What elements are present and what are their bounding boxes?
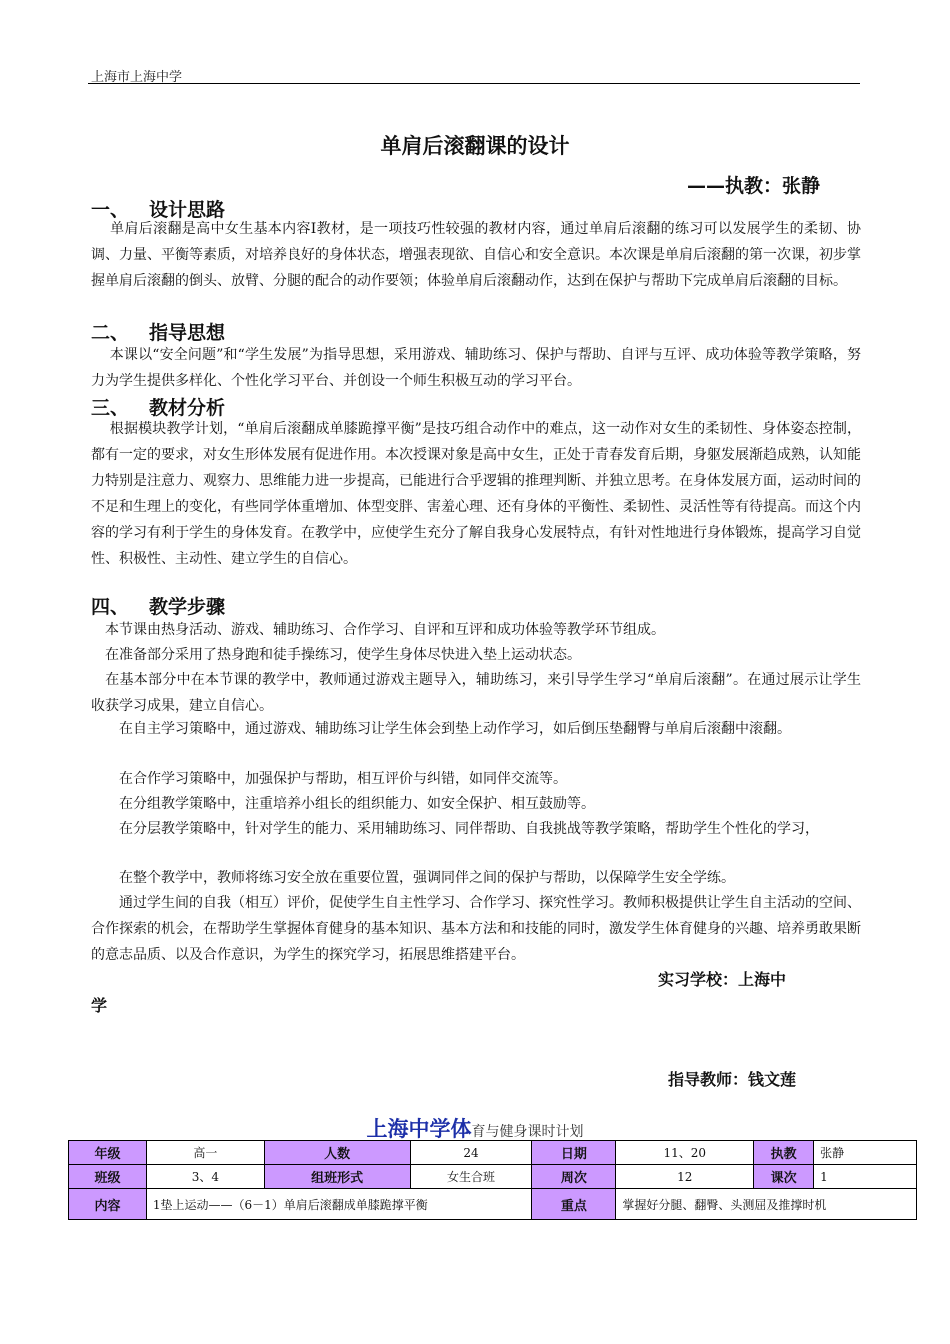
- section-4-paragraph-9: 通过学生间的自我（相互）评价，促使学生自主性学习、合作学习、探究性学习。教师积极提供让学生自主活动的空间、合作探索的机会，在帮助学生掌握体育健身的基本知识、基本方法和和技能的同时，激发学生体育健身的兴趣、培养勇敢果断的意志品质、以及合作意识，为学生的探究学习，拓展思维搭建平台。: [91, 895, 861, 963]
- byline: ——执教：张静: [686, 175, 820, 197]
- advisor: 指导教师：钱文莲: [668, 1070, 797, 1089]
- section-title: 教材分析: [149, 397, 226, 419]
- section-number: 一、: [91, 199, 130, 221]
- header-school: 上海市上海中学: [91, 70, 183, 85]
- date-label: 日期: [532, 1141, 616, 1165]
- plan-title-rest: 育与健身课时计划: [471, 1124, 584, 1140]
- table-row: [69, 1189, 917, 1220]
- section-title: 指导思想: [149, 322, 226, 344]
- lesson-label: 课次: [754, 1165, 814, 1189]
- internship-school: 实习学校：上海中: [658, 970, 787, 989]
- section-2-paragraph: 本课以“安全问题”和“学生发展”为指导思想，采用游戏、辅助练习、保护与帮助、自评与互评、成功体验等教学策略，努力为学生提供多样化、个性化学习平台、并创设一个师生积极互动的学习平台。: [91, 347, 861, 389]
- table-row: [69, 1165, 917, 1189]
- section-number: 三、: [91, 397, 130, 419]
- content-label: 内容: [69, 1189, 147, 1220]
- teacher-label: 执教: [754, 1141, 814, 1165]
- grade-value: 高一: [146, 1141, 264, 1165]
- document-title: 单肩后滚翻课的设计: [380, 134, 570, 158]
- section-1-paragraph: 单肩后滚翻是高中女生基本内容Ⅰ教材，是一项技巧性较强的教材内容，通过单肩后滚翻的练习可以发展学生的柔韧、协调、力量、平衡等素质，对培养良好的身体状态，增强表现欲、自信心和安全意识。本次课是单肩后滚翻的第一次课，初步掌握单肩后滚翻的倒头、放臂、分腿的配合的动作要领；体验单肩后滚翻动作，达到在保护与帮助下完成单肩后滚翻的目标。: [91, 221, 861, 289]
- section-4-paragraph-3: 在基本部分中在本节课的教学中，教师通过游戏主题导入，辅助练习，来引导学生学习“单肩后滚翻”。在通过展示让学生收获学习成果，建立自信心。: [91, 672, 861, 714]
- form-label: 组班形式: [264, 1165, 410, 1189]
- content-value: 1垫上运动——（6－1）单肩后滚翻成单膝跪撑平衡: [146, 1189, 532, 1220]
- week-label: 周次: [532, 1165, 616, 1189]
- section-4-paragraph-4: 在自主学习策略中，通过游戏、辅助练习让学生体会到垫上动作学习，如后倒压垫翻臀与单肩后滚翻中滚翻。: [91, 721, 791, 737]
- section-4-paragraph-5: 在合作学习策略中，加强保护与帮助，相互评价与纠错，如同伴交流等。: [91, 771, 567, 787]
- section-title: 设计思路: [149, 199, 226, 221]
- class-value: 3、4: [146, 1165, 264, 1189]
- section-title: 教学步骤: [149, 596, 226, 618]
- date-value: 11、20: [616, 1141, 754, 1165]
- section-number: 二、: [91, 322, 130, 344]
- section-4-paragraph-7: 在分层教学策略中，针对学生的能力、采用辅助练习、同伴帮助、自我挑战等教学策略，帮助学生个性化的学习，: [91, 821, 819, 837]
- plan-title-school: 上海中学体: [366, 1117, 472, 1141]
- count-value: 24: [410, 1141, 532, 1165]
- section-3-paragraph: 根据模块教学计划，“单肩后滚翻成单膝跪撑平衡”是技巧组合动作中的难点，这一动作对女生的柔韧性、身体姿态控制，都有一定的要求，对女生形体发展有促进作用。本次授课对象是高中女生，正处于青春发育后期，身躯发展渐趋成熟，认知能力特别是注意力、观察力、思维能力进一步提高，已能进行合乎逻辑的推理判断、并独立思考。在身体发展方面，运动时间的不足和生理上的变化，有些同学体重增加、体型变胖、害羞心理、还有身体的平衡性、柔韧性、灵活性等有待提高。而这个内容的学习有利于学生的身体发育。在教学中，应使学生充分了解自我身心发展特点，有针对性地进行身体锻炼，提高学习自觉性、积极性、主动性、建立学生的自信心。: [91, 421, 861, 567]
- focus-label: 重点: [532, 1189, 616, 1220]
- section-heading-2: [91, 318, 225, 345]
- table-row: [69, 1141, 917, 1165]
- section-4-paragraph-8: 在整个教学中，教师将练习安全放在重要位置，强调同伴之间的保护与帮助，以保障学生安全学练。: [91, 870, 735, 886]
- section-heading-4: [91, 592, 225, 619]
- section-4-paragraph-6: 在分组教学策略中，注重培养小组长的组织能力、如安全保护、相互鼓励等。: [91, 796, 595, 812]
- class-label: 班级: [69, 1165, 147, 1189]
- form-value: 女生合班: [410, 1165, 532, 1189]
- teacher-value: 张静: [814, 1141, 917, 1165]
- section-4-paragraph-2: 在准备部分采用了热身跑和徒手操练习，使学生身体尽快进入垫上运动状态。: [91, 647, 581, 663]
- grade-label: 年级: [69, 1141, 147, 1165]
- lesson-plan-table: [68, 1140, 917, 1220]
- week-value: 12: [616, 1165, 754, 1189]
- focus-value: 掌握好分腿、翻臀、头测屈及推撑时机: [616, 1189, 917, 1220]
- internship-school-wrap: 学: [91, 996, 108, 1015]
- lesson-value: 1: [814, 1165, 917, 1189]
- section-4-paragraph-1: 本节课由热身活动、游戏、辅助练习、合作学习、自评和互评和成功体验等教学环节组成。: [91, 622, 665, 638]
- plan-title: [0, 1113, 950, 1143]
- header-rule: [88, 83, 860, 84]
- section-number: 四、: [91, 596, 130, 618]
- count-label: 人数: [264, 1141, 410, 1165]
